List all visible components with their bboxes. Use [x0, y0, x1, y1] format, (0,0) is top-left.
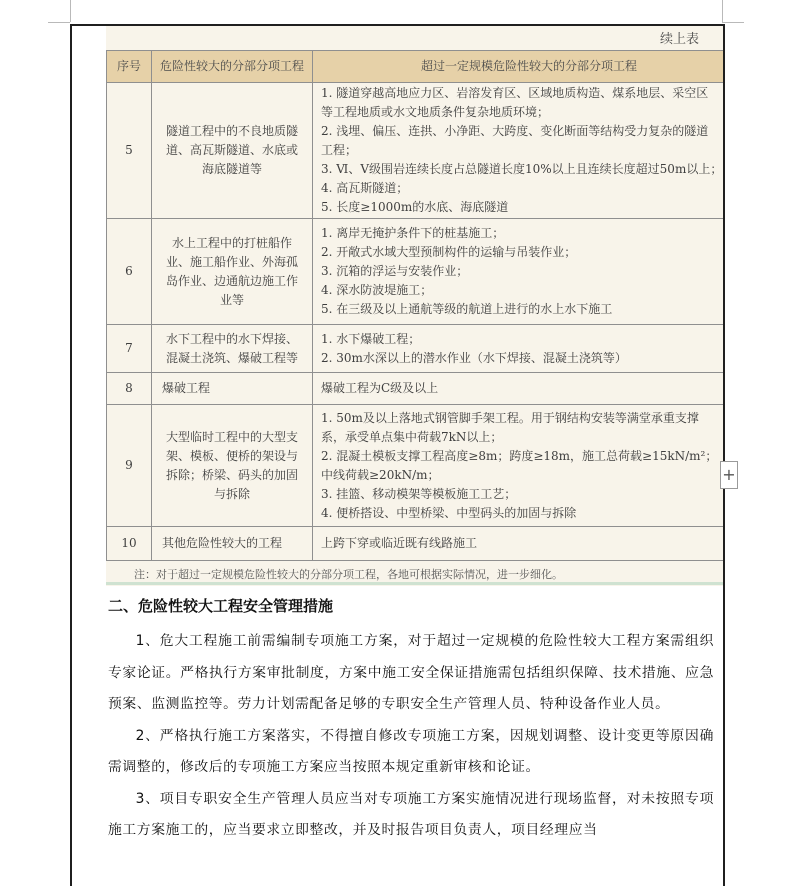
row-number: 10 [107, 527, 152, 561]
document-page [70, 24, 725, 886]
paragraph: 2、严格执行施工方案落实，不得擅自修改专项施工方案，因规划调整、设计变更等原因确需调整的，修改后的专项施工方案应当按照本规定重新审核和论证。 [108, 727, 714, 775]
row-items [313, 83, 724, 219]
row-number: 7 [107, 325, 152, 373]
row-name: 大型临时工程中的大型支架、模板、便桥的架设与拆除；桥梁、码头的加固与拆除 [152, 405, 313, 527]
section-heading: 二、危险性较大工程安全管理措施 [108, 597, 334, 615]
row-number: 6 [107, 219, 152, 325]
table-row [107, 405, 724, 527]
row-item: 上跨下穿或临近既有线路施工 [321, 536, 478, 550]
row-item: 工程； [321, 143, 358, 157]
margin-guide-top-left [70, 0, 71, 22]
continuation-label: 续上表 [659, 32, 699, 47]
row-name: 水上工程中的打桩船作业、施工船作业、外海孤岛作业、边通航边施工作业等 [152, 219, 313, 325]
table-row [107, 219, 724, 325]
row-item: 4. 深水防波堤施工； [321, 283, 433, 297]
row-number: 5 [107, 83, 152, 219]
paragraph: 3、项目专职安全生产管理人员应当对专项施工方案实施情况进行现场监督，对未按照专项施工方案施工的，应当要求立即整改，并及时报告项目负责人，项目经理应当 [108, 790, 714, 838]
row-name: 水下工程中的水下焊接、混凝土浇筑、爆破工程等 [152, 325, 313, 373]
row-item: 等工程地质或水文地质条件复杂地质环境； [321, 105, 550, 119]
table-row [107, 527, 724, 561]
row-item: 2. 开敞式水域大型预制构件的运输与吊装作业； [321, 245, 577, 259]
table-row [107, 83, 724, 219]
row-item: 2. 混凝土模板支撑工程高度≥8m；跨度≥18m，施工总荷载≥15kN/m²； [321, 448, 718, 463]
table-note: 注：对于超过一定规模危险性较大的分部分项工程，各地可根据实际情况，进一步细化。 [134, 568, 563, 581]
hazard-table [106, 50, 723, 561]
row-item: 5. 在三级及以上通航等级的航道上进行的水上水下施工 [321, 302, 613, 316]
row-number: 9 [107, 405, 152, 527]
margin-guide-top-left-h [48, 22, 70, 23]
row-items [313, 325, 724, 373]
row-item: 4. 便桥搭设、中型桥梁、中型码头的加固与拆除 [321, 505, 577, 520]
row-item: 系，承受单点集中荷载7kN以上； [321, 429, 503, 444]
header-no: 序号 [107, 51, 152, 83]
row-item: 1. 隧道穿越高地应力区、岩溶发育区、区域地质构造、煤系地层、采空区 [321, 86, 709, 100]
row-item: 1. 离岸无掩护条件下的桩基施工； [321, 226, 505, 240]
image-bottom-divider [106, 582, 723, 585]
row-item: 1. 水下爆破工程； [321, 331, 421, 346]
add-row-button[interactable]: + [720, 461, 738, 489]
row-name: 爆破工程 [152, 373, 313, 405]
row-item: 5. 长度≥1000m的水底、海底隧道 [321, 200, 509, 214]
row-name: 其他危险性较大的工程 [152, 527, 313, 561]
table-row [107, 373, 724, 405]
row-items [313, 219, 724, 325]
row-items [313, 373, 724, 405]
row-item: 2. 浅埋、偏压、连拱、小净距、大跨度、变化断面等结构受力复杂的隧道 [321, 124, 709, 138]
row-item: 3. Ⅵ、Ⅴ级围岩连续长度占总隧道长度10%以上且连续长度超过50m以上； [321, 162, 723, 176]
table-row [107, 325, 724, 373]
header-over-scale: 超过一定规模危险性较大的分部分项工程 [313, 51, 724, 83]
margin-guide-top-right [722, 0, 723, 22]
row-item: 爆破工程为C级及以上 [321, 381, 439, 395]
row-item: 2. 30m水深以上的潜水作业（水下焊接、混凝土浇筑等） [321, 350, 627, 365]
row-items [313, 405, 724, 527]
header-hazard: 危险性较大的分部分项工程 [152, 51, 313, 83]
row-items [313, 527, 724, 561]
section-body [108, 594, 714, 847]
row-name: 隧道工程中的不良地质隧道、高瓦斯隧道、水底或海底隧道等 [152, 83, 313, 219]
row-item: 3. 挂篮、移动模架等模板施工工艺； [321, 486, 517, 501]
row-item: 3. 沉箱的浮运与安装作业； [321, 264, 469, 278]
row-number: 8 [107, 373, 152, 405]
scanned-table-image [106, 26, 723, 586]
paragraph: 1、危大工程施工前需编制专项施工方案，对于超过一定规模的危险性较大工程方案需组织专家论证。严格执行方案审批制度，方案中施工安全保证措施需包括组织保障、技术措施、应急预案、监测监控等。劳力计划需配备足够的专职安全生产管理人员、特种设备作业人员。 [108, 633, 714, 712]
table-header-row [107, 51, 724, 83]
row-item: 1. 50m及以上落地式钢管脚手架工程。用于钢结构安装等满堂承重支撑 [321, 410, 699, 425]
row-item: 中线荷载≥20kN/m； [321, 467, 440, 482]
row-item: 4. 高瓦斯隧道； [321, 181, 409, 195]
margin-guide-top-right-h [722, 22, 744, 23]
